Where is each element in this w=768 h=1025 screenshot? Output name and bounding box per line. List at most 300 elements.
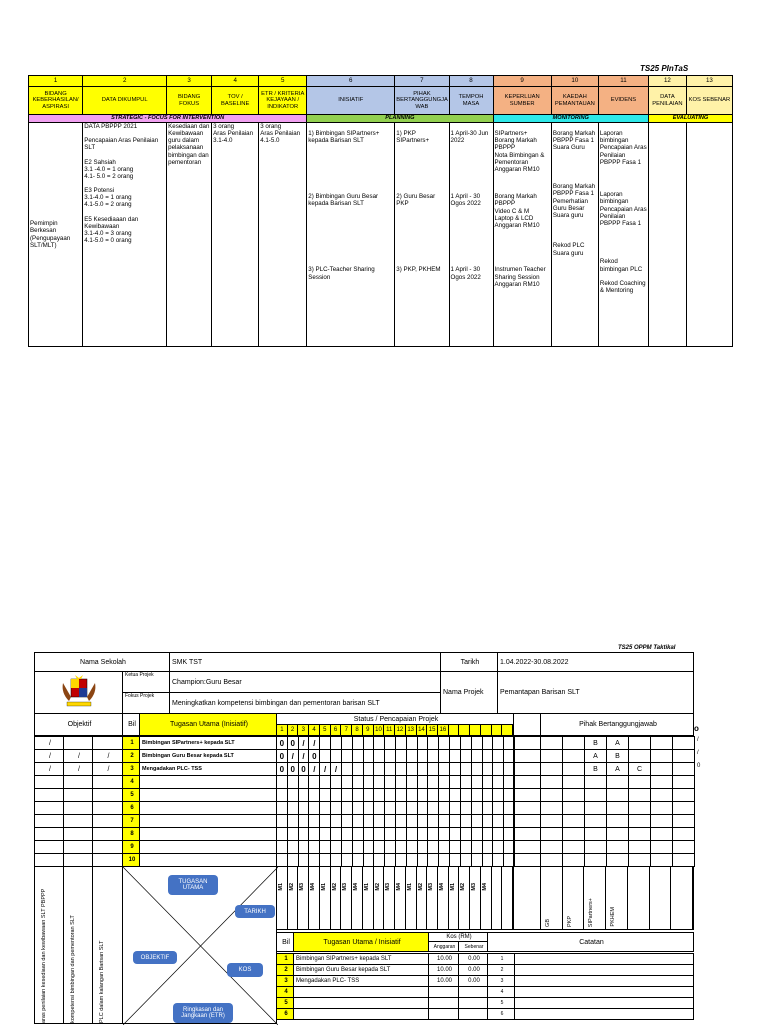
cost-task: Bimbingan Guru Besar kepada SLT xyxy=(293,964,429,976)
month-label: M2 xyxy=(331,883,338,891)
pihak-cell xyxy=(606,775,629,789)
label-kos: KOS xyxy=(227,963,263,977)
pihak-cell xyxy=(650,736,673,750)
task-name xyxy=(139,801,277,815)
catatan-cell xyxy=(514,1008,694,1020)
task-bil: 6 xyxy=(122,801,140,815)
cost-bil-header: Bil xyxy=(276,932,294,952)
cell-kos-sebenar xyxy=(686,123,732,347)
pihak-cell xyxy=(562,749,585,763)
pihak-cell xyxy=(584,853,607,867)
month-label: M4 xyxy=(353,883,360,891)
pihak-cell: B xyxy=(584,736,607,750)
col-header: BIDANG KEBERHASILAN/ ASPIRASI xyxy=(29,87,83,115)
pihak-cell xyxy=(672,853,695,867)
col-header: TEMPOH MASA xyxy=(449,87,493,115)
pihak-cell xyxy=(650,827,673,841)
phase-planning: PLANNING xyxy=(307,115,493,123)
pihak-vertical-label: SIPartners+ xyxy=(588,897,595,927)
pihak-cell xyxy=(650,775,673,789)
objektif-mark xyxy=(92,853,123,867)
pihak-cell xyxy=(628,749,651,763)
month-label: M2 xyxy=(417,883,424,891)
pihak-cell xyxy=(584,801,607,815)
objektif-mark xyxy=(63,840,93,854)
objektif-mark xyxy=(34,840,64,854)
task-name xyxy=(139,840,277,854)
cost-anggaran: 10.00 xyxy=(428,975,459,987)
col-header: KAEDAH PEMANTAUAN xyxy=(551,87,598,115)
pihak-vertical-label: PKHEM xyxy=(610,907,617,927)
pintas-header-row xyxy=(29,87,733,115)
right-edge-mark: o xyxy=(694,724,699,733)
col-num: 12 xyxy=(649,76,687,87)
status-cell: 0 xyxy=(308,749,320,763)
pihak-cell xyxy=(584,775,607,789)
objektif-mark xyxy=(34,827,64,841)
cost-kos-header: Kos (RM) xyxy=(428,932,488,942)
status-cell: 0 xyxy=(276,736,288,750)
pihak-col xyxy=(671,867,693,929)
pihak-vertical-label: GB xyxy=(545,919,551,927)
month-label: M3 xyxy=(299,883,306,891)
pintas-phase-row xyxy=(29,115,733,123)
cost-bil: 5 xyxy=(276,997,294,1009)
pihak-cell xyxy=(540,840,563,854)
month-label: M4 xyxy=(439,883,446,891)
month-label: M1 xyxy=(363,883,370,891)
task-bil: 7 xyxy=(122,814,140,828)
pemantauan-3: Rekod PLC Suara guru xyxy=(552,242,585,257)
status-cell: / xyxy=(308,762,320,776)
month-col xyxy=(277,867,288,929)
fokus-projek-value: Meningkatkan kompetensi bimbingan dan pementoran barisan SLT xyxy=(169,692,441,714)
objektif-mark xyxy=(92,788,123,802)
cost-bil: 1 xyxy=(276,953,294,965)
pihak-cell xyxy=(540,853,563,867)
pihak-cell xyxy=(650,853,673,867)
objektif-mark xyxy=(92,814,123,828)
month-col xyxy=(427,867,438,929)
month-label: M1 xyxy=(278,883,284,891)
pemantauan-2: Borang Markah PBPPP Fasa 1 Pemerhatian Guru Besar Suara guru xyxy=(552,183,596,219)
month-label: M4 xyxy=(310,883,317,891)
week-col: 9 xyxy=(363,725,374,735)
week-col: 13 xyxy=(406,725,417,735)
status-cell: / xyxy=(308,736,320,750)
objektif-mark xyxy=(34,814,64,828)
catatan-num: 3 xyxy=(487,975,515,987)
pihak-cell xyxy=(628,788,651,802)
cost-anggaran: 10.00 xyxy=(428,953,459,965)
col-header: PIHAK BERTANGGUNGJA WAB xyxy=(395,87,449,115)
task-bil: 10 xyxy=(122,853,140,867)
objektif-mark: / xyxy=(63,749,93,763)
month-col xyxy=(417,867,428,929)
pihak-cell xyxy=(562,827,585,841)
month-col xyxy=(374,867,385,929)
row-spacer xyxy=(513,840,541,854)
month-label: M2 xyxy=(460,883,467,891)
pihak-header: Pihak Bertanggungjawab xyxy=(540,713,694,736)
month-col-blank xyxy=(502,867,513,929)
pihak-cell xyxy=(584,788,607,802)
pihak-cell xyxy=(562,775,585,789)
status-cell: / xyxy=(287,749,299,763)
month-label: M3 xyxy=(428,883,435,891)
objektif-mark: / xyxy=(63,762,93,776)
cost-bil: 3 xyxy=(276,975,294,987)
week-col: 16 xyxy=(438,725,449,735)
month-col xyxy=(449,867,460,929)
pihak-cell xyxy=(584,827,607,841)
pihak-cell xyxy=(540,788,563,802)
col-num: 9 xyxy=(493,76,551,87)
col-header: EVIDENS xyxy=(598,87,648,115)
cost-sebenar: 0.00 xyxy=(458,975,488,987)
week-col: 8 xyxy=(352,725,363,735)
cell-etr: 3 orang Aras Penilaian 4.1-5.0 xyxy=(259,123,307,347)
col-num: 4 xyxy=(212,76,259,87)
col-header: DATA DIKUMPUL xyxy=(83,87,167,115)
col-num: 6 xyxy=(307,76,395,87)
pihak-cell xyxy=(606,840,629,854)
pihak-cell xyxy=(606,853,629,867)
col-header: BIDANG FOKUS xyxy=(167,87,212,115)
col-num: 1 xyxy=(29,76,83,87)
row-end-mark: 0 xyxy=(697,763,701,769)
pihak-cell xyxy=(672,801,695,815)
month-col xyxy=(481,867,492,929)
col-num: 5 xyxy=(259,76,307,87)
pihak-cell xyxy=(628,775,651,789)
pihak-cell xyxy=(672,827,695,841)
week-col: 2 xyxy=(288,725,299,735)
objektif-text-3: PLC dalam kalangan Barisan SLT xyxy=(99,940,105,1023)
week-col-blank xyxy=(492,725,503,735)
row-spacer xyxy=(513,762,541,776)
cell-tov: 3 orang Aras Penilaian 3.1-4.0 xyxy=(212,123,259,347)
pihak-cell xyxy=(606,801,629,815)
status-cell: 0 xyxy=(287,762,299,776)
cost-task xyxy=(293,1008,429,1020)
cost-sebenar xyxy=(458,1008,488,1020)
month-label: M1 xyxy=(320,883,327,891)
task-bil: 2 xyxy=(122,749,140,763)
pemantauan-1: Borang Markah PBPPP Fasa 1 Suara Guru xyxy=(552,130,596,152)
pihak-cell xyxy=(650,814,673,828)
objektif-vertical-2 xyxy=(63,866,93,1024)
task-bil: 4 xyxy=(122,775,140,789)
label-ringkasan: Ringkasan dan Jangkaan (ETR) xyxy=(173,1003,233,1023)
pintas-body-row xyxy=(29,123,733,347)
cell-data-penilaian xyxy=(649,123,687,347)
pihak-cell xyxy=(650,788,673,802)
pihak-cell xyxy=(628,840,651,854)
objektif-header: Objektif xyxy=(34,713,123,736)
week-col-blank xyxy=(502,725,513,735)
tarikh-value: 1.04.2022-30.08.2022 xyxy=(497,652,694,672)
month-label: M3 xyxy=(385,883,392,891)
sumber-3: Instrumen Teacher Sharing Session Anggaran RM10 xyxy=(494,266,546,288)
col-num: 11 xyxy=(598,76,648,87)
sumber-2: Borang Markah PBPPP Video C & M Laptop & LCD Anggaran RM10 xyxy=(494,193,540,229)
pihak-cell xyxy=(540,749,563,763)
col-num: 3 xyxy=(167,76,212,87)
spacer-cell xyxy=(513,713,541,736)
week-col: 5 xyxy=(320,725,331,735)
month-col xyxy=(406,867,417,929)
task-bil: 1 xyxy=(122,736,140,750)
cell-bidang-fokus: Kesediaan dan Kewibawaan guru dalam pelaksanaan bimbingan dan pementoran xyxy=(167,123,212,347)
objektif-mark xyxy=(63,736,93,750)
tempoh-2: 1 April - 30 Ogos 2022 xyxy=(450,193,481,208)
month-col xyxy=(470,867,481,929)
week-col-blank xyxy=(481,725,492,735)
cost-sebenar: 0.00 xyxy=(458,964,488,976)
inisiatif-2: 2) Bimbingan Guru Besar kepada Barisan SLT xyxy=(308,193,379,208)
tugasan-header: Tugasan Utama (Inisiatif) xyxy=(139,713,277,736)
pihak-cell xyxy=(540,814,563,828)
objektif-text-2: kompetensi bimbingan dan pementoran SLT xyxy=(70,915,76,1023)
label-tarikh: TARIKH xyxy=(235,905,275,918)
col-header: DATA PENILAIAN xyxy=(649,87,687,115)
bil-header: Bil xyxy=(122,713,140,736)
objektif-mark xyxy=(63,801,93,815)
ketua-projek-label: Ketua Projek xyxy=(122,671,170,693)
cell-inisiatif xyxy=(307,123,395,347)
catatan-num: 1 xyxy=(487,953,515,965)
week-col: 4 xyxy=(309,725,320,735)
task-name xyxy=(139,853,277,867)
objektif-mark xyxy=(34,788,64,802)
pihak-1: 1) PKP SIPartners+ xyxy=(396,130,430,145)
pihak-cell xyxy=(540,762,563,776)
row-spacer xyxy=(513,749,541,763)
tarikh-label: Tarikh xyxy=(440,652,498,672)
col-header: KOS SEBENAR xyxy=(686,87,732,115)
pihak-cell xyxy=(606,827,629,841)
status-cell: 0 xyxy=(287,736,299,750)
week-col: 3 xyxy=(298,725,309,735)
pihak-cell xyxy=(672,788,695,802)
pihak-col xyxy=(563,867,585,929)
pihak-cell xyxy=(562,788,585,802)
cost-task: Mengadakan PLC- TSS xyxy=(293,975,429,987)
evidens-1: Laporan bimbingan Pencapaian Aras Penilaian PBPPP Fasa 1 xyxy=(599,130,647,166)
oppm-diagram xyxy=(122,866,277,1024)
row-end-mark: / xyxy=(697,737,699,743)
status-cell: / xyxy=(298,736,310,750)
pintas-title: TS25 PInTaS xyxy=(640,64,689,73)
objektif-mark xyxy=(63,827,93,841)
pihak-vertical-region xyxy=(540,866,694,930)
cell-data-dikumpul: DATA PBPPP 2021 Pencapaian Aras Penilaian SLT E2 Sahsiah 3.1 -4.0 = 1 orang 4.1- 5.0 = 2 orang E3 Potensi 3.1-4.0 = 1 orang 4.1-5.0 = 2 orang E5 Kesediaaan dan Kewibawaan 3.1-4.0 = 3 orang 4.1-5.0 = 0 orang xyxy=(83,123,167,347)
pihak-cell xyxy=(672,762,695,776)
month-col xyxy=(288,867,299,929)
cell-pemantauan xyxy=(551,123,598,347)
month-col xyxy=(341,867,352,929)
month-col xyxy=(363,867,374,929)
cell-sumber xyxy=(493,123,551,347)
row-spacer xyxy=(513,814,541,828)
week-col-blank xyxy=(449,725,460,735)
jata-negara-icon xyxy=(59,675,99,711)
label-tugasan-utama: TUGASAN UTAMA xyxy=(168,875,218,895)
pihak-cell xyxy=(672,775,695,789)
month-col xyxy=(438,867,449,929)
col-header: TOV / BASELINE xyxy=(212,87,259,115)
pihak-cell xyxy=(540,827,563,841)
pihak-col xyxy=(541,867,563,929)
pihak-cell xyxy=(606,814,629,828)
phase-monitoring: MONITORING xyxy=(493,115,649,123)
col-header: INISIATIF xyxy=(307,87,395,115)
task-bil: 9 xyxy=(122,840,140,854)
pihak-2: 2) Guru Besar PKP xyxy=(396,193,436,208)
cost-anggaran xyxy=(428,1008,459,1020)
cost-bil: 4 xyxy=(276,986,294,998)
cost-sebenar: 0.00 xyxy=(458,953,488,965)
pihak-cell xyxy=(584,814,607,828)
objektif-text-1: aras penilaian kesediaan dan kewibawaan SLT PBPPP xyxy=(41,888,47,1023)
objektif-mark: / xyxy=(34,762,64,776)
phase-strategic: STRATEGIC - FOCUS FOR INTERVENTION xyxy=(29,115,307,123)
objektif-mark xyxy=(92,775,123,789)
pintas-number-row xyxy=(29,76,733,87)
pihak-cell xyxy=(540,801,563,815)
objektif-mark xyxy=(92,801,123,815)
month-col-blank xyxy=(492,867,503,929)
pihak-cell xyxy=(628,827,651,841)
row-spacer xyxy=(513,801,541,815)
week-col: 14 xyxy=(417,725,428,735)
pihak-cell xyxy=(650,801,673,815)
status-cell: 0 xyxy=(276,749,288,763)
logo-box xyxy=(34,671,123,714)
col-num: 10 xyxy=(551,76,598,87)
pintas-table xyxy=(28,75,733,347)
pihak-col xyxy=(650,867,672,929)
sumber-1: SIPartners+ Borang Markah PBPPP Nota Bimbingan & Pementoran Anggaran RM10 xyxy=(494,130,545,173)
task-bil: 8 xyxy=(122,827,140,841)
pihak-cell: A xyxy=(584,749,607,763)
evidens-2: Laporan bimbingan Pencapaian Aras Penilaian PBPPP Fasa 1 xyxy=(599,191,647,227)
cost-task: Bimbingan SIPartners+ kepada SLT xyxy=(293,953,429,965)
week-col: 7 xyxy=(341,725,352,735)
month-col xyxy=(384,867,395,929)
col-num: 13 xyxy=(686,76,732,87)
pihak-cell xyxy=(628,814,651,828)
objektif-mark xyxy=(63,853,93,867)
cell-evidens xyxy=(598,123,648,347)
task-name xyxy=(139,775,277,789)
nama-sekolah-value: SMK TST xyxy=(169,652,441,672)
pihak-cell xyxy=(650,762,673,776)
fokus-projek-label: Fokus Projek xyxy=(122,692,170,714)
objektif-mark: / xyxy=(34,749,64,763)
pihak-cell xyxy=(650,749,673,763)
task-bil: 5 xyxy=(122,788,140,802)
task-name: Mengadakan PLC- TSS xyxy=(139,762,277,776)
month-spacer xyxy=(513,866,541,930)
week-col: 12 xyxy=(395,725,406,735)
pihak-3: 3) PKP, PKHEM xyxy=(396,266,441,274)
cell-pihak xyxy=(395,123,449,347)
month-col xyxy=(298,867,309,929)
cost-sebenar-header: Sebenar xyxy=(458,941,488,952)
pihak-col xyxy=(584,867,606,929)
month-col xyxy=(309,867,320,929)
pihak-cell xyxy=(562,762,585,776)
row-spacer xyxy=(513,736,541,750)
status-header: Status / Pencapaian Projek xyxy=(276,713,514,725)
phase-evaluating: EVALUATING xyxy=(649,115,733,123)
cell-bidang: Pemimpin Berkesan (Pengupayaan SLT/MLT) xyxy=(29,123,83,347)
nama-projek-value: Pemantapan Barisan SLT xyxy=(497,671,694,714)
weeks-row xyxy=(276,724,514,736)
label-objektif: OBJEKTIF xyxy=(133,951,177,964)
cost-anggaran: 10.00 xyxy=(428,964,459,976)
col-num: 7 xyxy=(395,76,449,87)
pihak-cell xyxy=(672,840,695,854)
row-spacer xyxy=(513,788,541,802)
cost-catatan-header: Catatan xyxy=(487,932,694,952)
pihak-cell xyxy=(672,736,695,750)
status-cell: 0 xyxy=(298,762,310,776)
objektif-mark: / xyxy=(92,749,123,763)
task-name xyxy=(139,827,277,841)
tempoh-1: 1 April-30 Jun 2022 xyxy=(450,130,489,145)
inisiatif-3: 3) PLC-Teacher Sharing Session xyxy=(308,266,375,281)
pihak-cell xyxy=(562,853,585,867)
month-label: M2 xyxy=(374,883,381,891)
status-cell: / xyxy=(319,762,331,776)
month-label: M1 xyxy=(449,883,456,891)
week-col-blank xyxy=(459,725,470,735)
catatan-num: 6 xyxy=(487,1008,515,1020)
objektif-mark xyxy=(63,814,93,828)
evidens-3: Rekod bimbingan PLC Rekod Coaching & Mentoring xyxy=(599,258,646,294)
task-bil: 3 xyxy=(122,762,140,776)
objektif-mark xyxy=(34,801,64,815)
cost-bil: 2 xyxy=(276,964,294,976)
week-col: 11 xyxy=(384,725,395,735)
week-col: 15 xyxy=(427,725,438,735)
pihak-cell xyxy=(562,736,585,750)
row-spacer xyxy=(513,775,541,789)
pihak-cell xyxy=(584,840,607,854)
pihak-col xyxy=(628,867,650,929)
status-cell: 0 xyxy=(276,762,288,776)
pihak-cell xyxy=(540,775,563,789)
week-col-blank xyxy=(470,725,481,735)
pihak-cell xyxy=(628,853,651,867)
pihak-cell: A xyxy=(606,736,629,750)
pihak-cell xyxy=(606,788,629,802)
inisiatif-1: 1) Bimbingan SIPartners+ kepada Barisan SLT xyxy=(308,130,380,145)
catatan-num: 5 xyxy=(487,997,515,1009)
month-col xyxy=(395,867,406,929)
pihak-cell: A xyxy=(606,762,629,776)
month-label: M4 xyxy=(396,883,403,891)
cost-bil: 6 xyxy=(276,1008,294,1020)
task-name xyxy=(139,788,277,802)
objektif-mark xyxy=(34,775,64,789)
row-end-mark: / xyxy=(697,750,699,756)
week-col: 6 xyxy=(331,725,342,735)
row-spacer xyxy=(513,827,541,841)
